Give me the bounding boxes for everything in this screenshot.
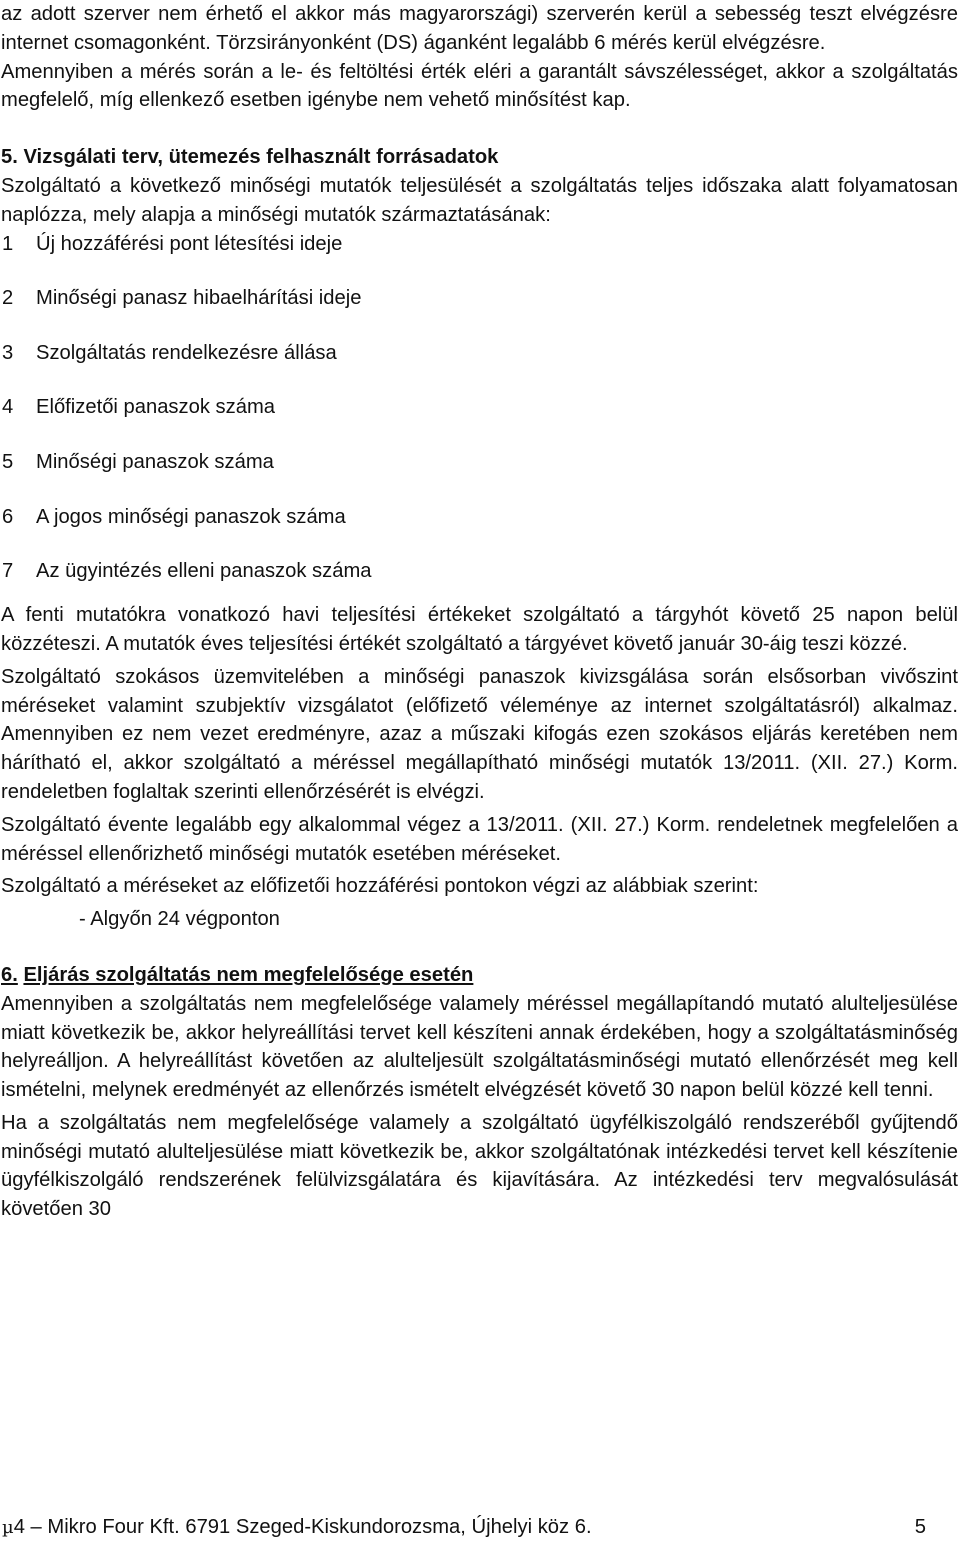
footer-company-text: 4 – Mikro Four Kft. 6791 Szeged-Kiskundorozsma, Újhelyi köz 6. [13,1516,592,1538]
list-item [1,393,958,448]
list-item [1,557,958,601]
footer-company [2,1515,592,1540]
list-item-number: 5 [2,450,14,473]
list-item-text: Minőségi panasz hibaelhárítási ideje [36,287,362,310]
section-6-number: 6. [1,963,18,986]
list-item-text: Az ügyintézés elleni panaszok száma [36,560,372,583]
indicator-list [1,230,958,602]
list-item [1,284,958,339]
list-item-number: 3 [2,341,14,364]
list-item-text: Szolgáltatás rendelkezésre állása [36,341,337,364]
list-item-number: 6 [2,505,14,528]
section-6-title: Eljárás szolgáltatás nem megfelelősége esetén [23,963,474,986]
list-item-text: Új hozzáférési pont létesítési ideje [36,232,343,255]
intro-paragraph-2: Amennyiben a mérés során a le- és feltöltési érték eléri a garantált sávszélességet, akkor a szolgáltatás megfelelő, míg ellenkező esetben igénybe nem vehető minősítést kap. [1,60,958,112]
section-5-paragraph-2: Szolgáltató szokásos üzemvitelében a minőségi panaszok kivizsgálása során elsősorban vivőszint méréseket valamint szubjektív vizsgálatot (előfizető véleménye az internet szolgáltatásról) alkalmaz. Amennyiben ez nem vezet eredményre, azaz a műszaki kifogás ezen szokásos eljárás keretében nem hárítható el, akkor szolgáltató a méréssel megállapítható minőségi mutatók 13/2011. (XII. 27.) Korm. rendeletben foglaltak szerinti ellenőrzésérét is elvégzi. [1,665,958,803]
section-5-dash-item: - Algyőn 24 végponton [79,908,280,931]
section-5-heading [1,143,958,172]
section-5-intro: Szolgáltató a következő minőségi mutatók teljesülését a szolgáltatás teljes időszaka alatt folyamatosan naplózza, mely alapja a minőségi mutatók származtatásának: [1,174,958,226]
list-item-number: 2 [2,287,14,310]
section-6-heading [1,961,958,990]
list-item-text: A jogos minőségi panaszok száma [36,505,346,528]
list-item [1,503,958,558]
section-5-number: 5. [1,146,18,169]
list-item [1,339,958,394]
section-5-title: Vizsgálati terv, ütemezés felhasznált forrásadatok [23,146,499,169]
list-item-number: 4 [2,396,14,419]
list-item [1,230,958,285]
list-item-number: 1 [2,232,14,255]
section-5-paragraph-1: A fenti mutatókra vonatkozó havi teljesítési értékeket szolgáltató a tárgyhót követő 25 napon belül közzéteszi. A mutatók éves teljesítési értékét szolgáltató a tárgyévet követő január 30-áig teszi közzé. [1,604,958,655]
list-item-number: 7 [2,560,14,583]
page-footer [2,1515,926,1540]
section-5-paragraph-4: Szolgáltató a méréseket az előfizetői hozzáférési pontokon végzi az alábbiak szerint: [1,875,759,898]
list-item-text: Előfizetői panaszok száma [36,396,276,419]
section-6-paragraph-2: Ha a szolgáltatás nem megfelelősége valamely a szolgáltató ügyfélkiszolgáló rendszeréből gyűjtendő minőségi mutató alulteljesülése miatt következik be, akkor szolgáltatónak intézkedési tervet kell készítenie ügyfélkiszolgáló rendszerének felülvizsgálatára és kijavítására. Az intézkedési terv megvalósulását követően 30 [1,1111,958,1221]
footer-company-mu: µ [2,1517,14,1538]
section-5-paragraph-3: Szolgáltató évente legalább egy alkalommal végez a 13/2011. (XII. 27.) Korm. rendeletnek megfelelően a méréssel ellenőrizhető minőségi mutatók esetében méréseket. [1,813,958,865]
section-6-paragraph-1: Amennyiben a szolgáltatás nem megfelelősége valamely méréssel megállapítandó mutató alulteljesülése miatt következik be, akkor helyreállítási tervet kell készíteni annak érdekében, hogy a szolgáltatásminőség helyreálljon. A helyreállítást követően az alulteljesült szolgáltatásminőségi mutató ellenőrzését meg kell ismételni, melynek eredményét az ellenőrzés ismételt elvégzését követő 30 napon belül közzé kell tenni. [1,992,958,1102]
list-item [1,448,958,503]
page-number: 5 [914,1516,926,1538]
list-item-text: Minőségi panaszok száma [36,450,274,473]
intro-paragraph-1: az adott szerver nem érhető el akkor más magyarországi) szerverén kerül a sebesség teszt elvégzésre internet csomagonként. Törzsirányonként (DS) áganként legalább 6 mérés kerül elvégzésre. [1,3,958,54]
